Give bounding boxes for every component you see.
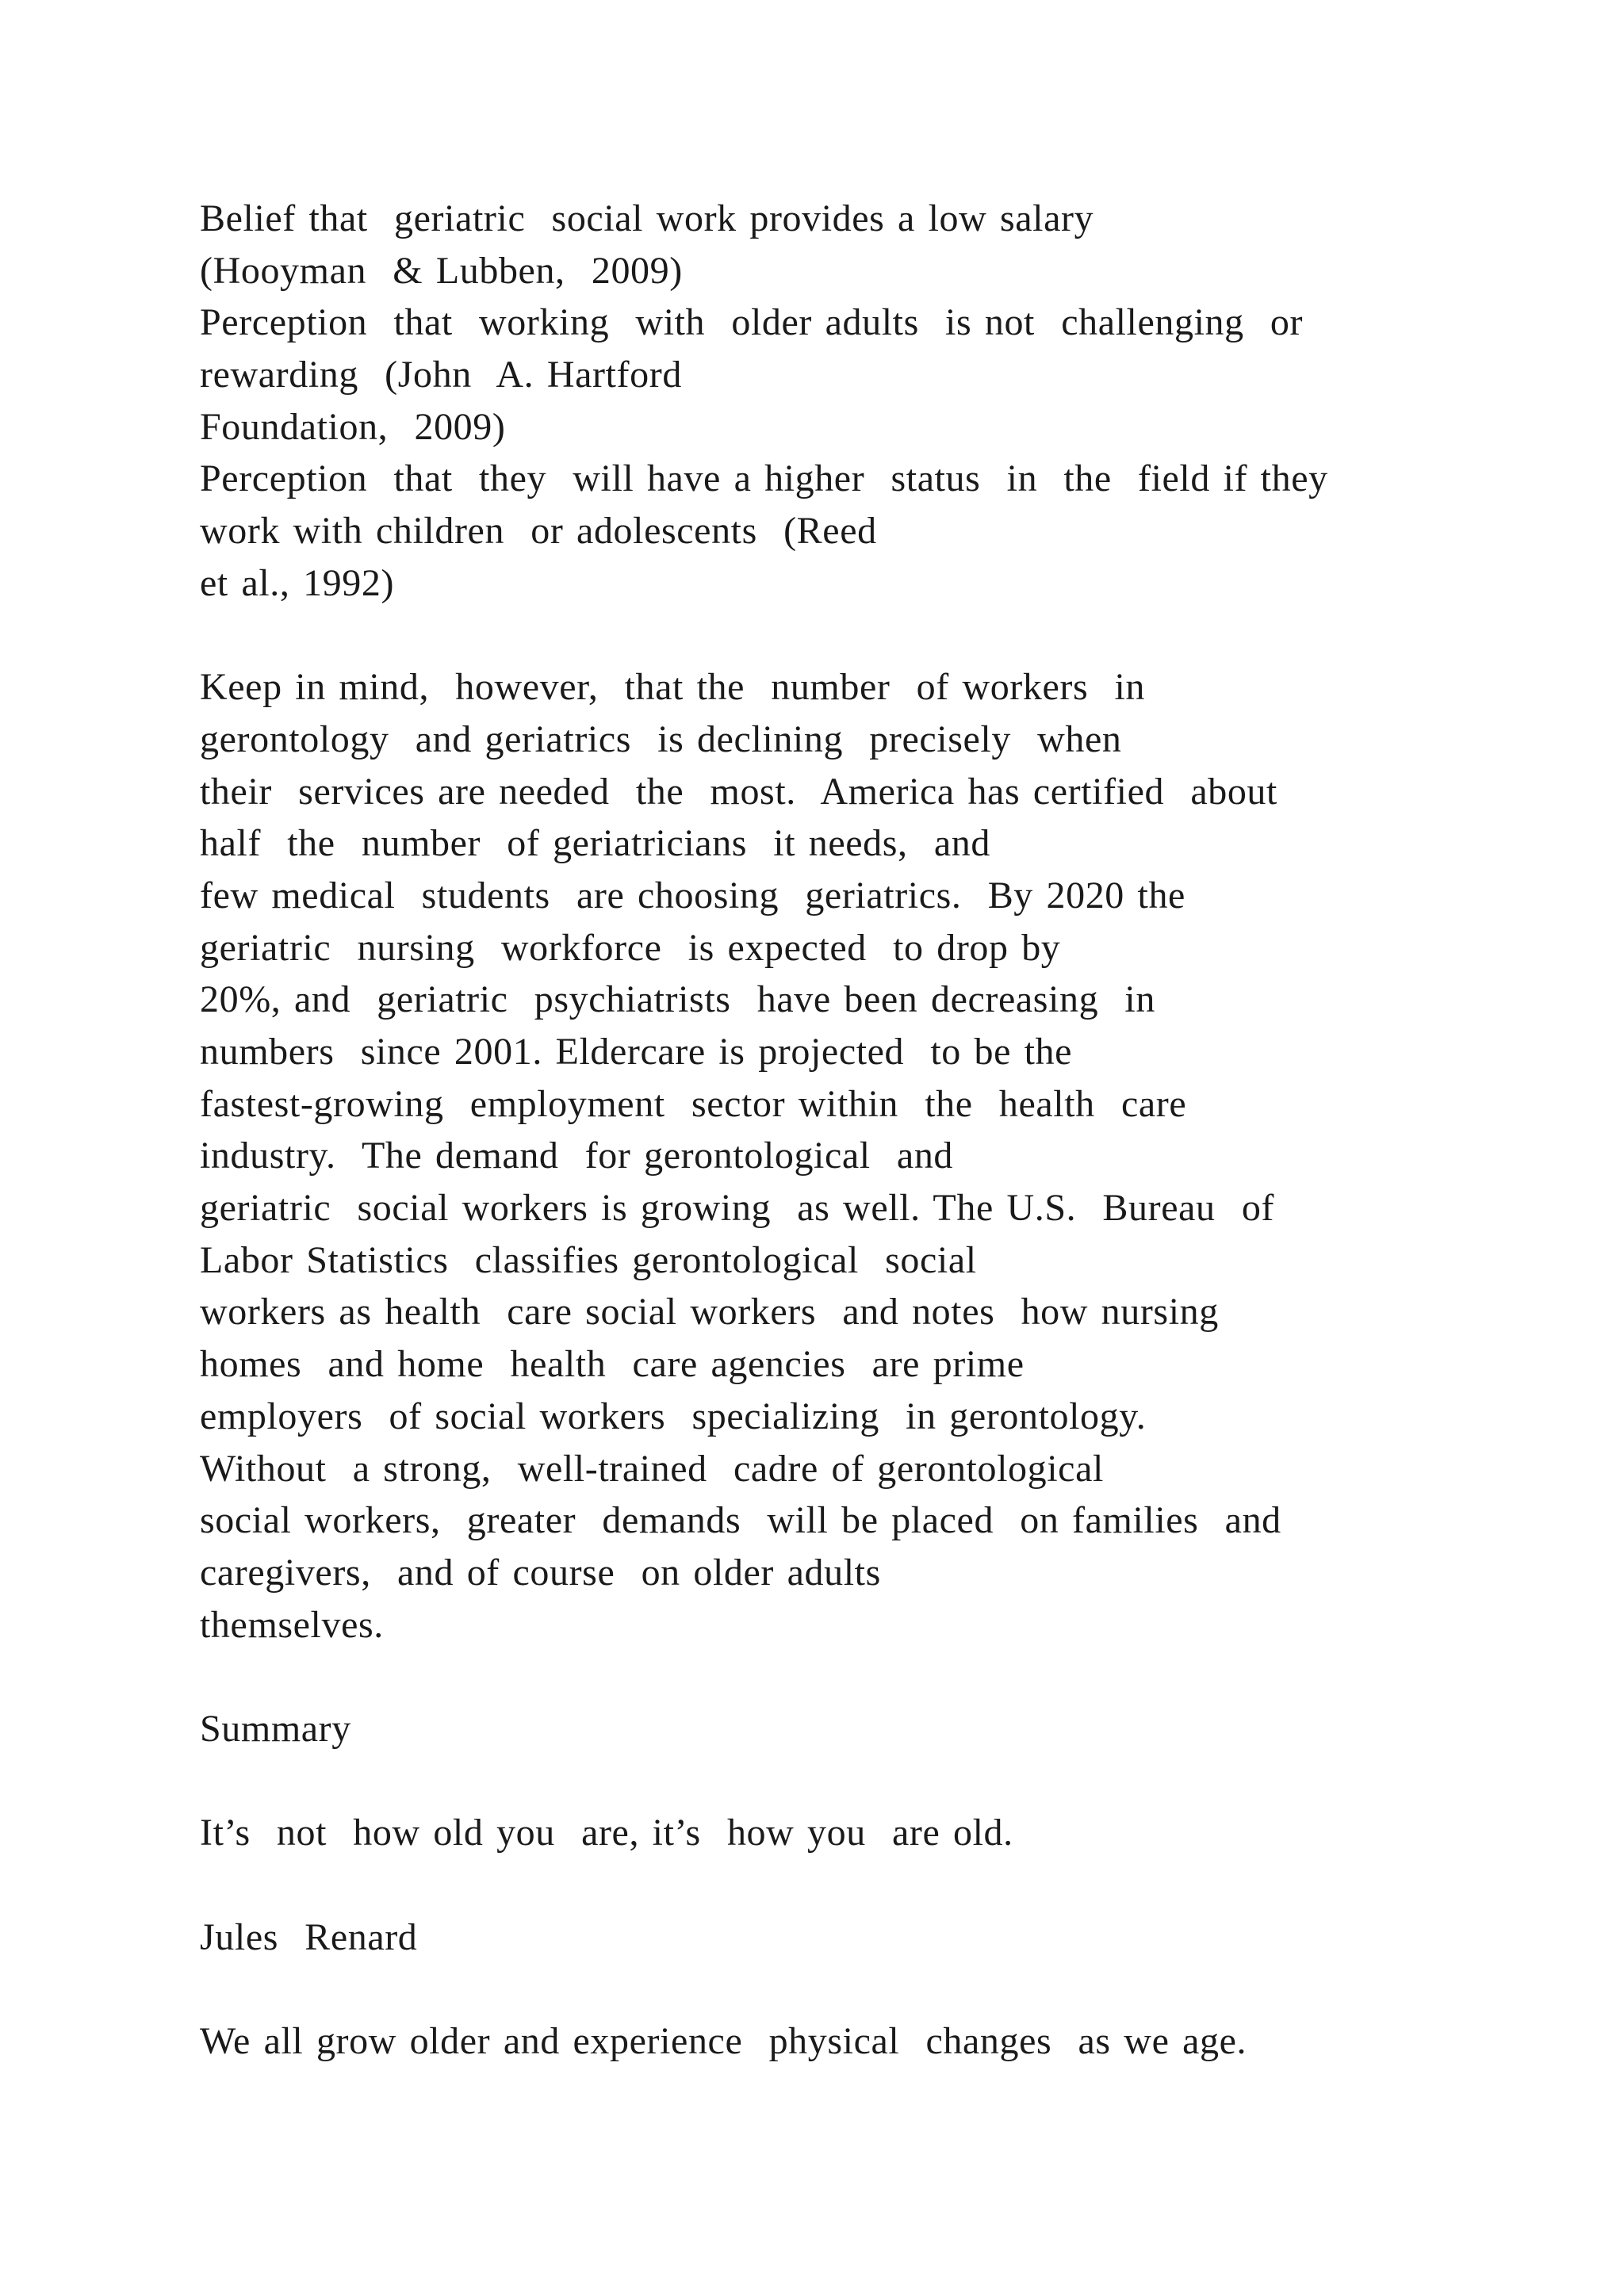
quote-text: It’s not how old you are, it’s how you are old. (200, 1812, 1013, 1854)
text-line: Without a strong, well-trained cadre of gerontological (200, 1447, 1104, 1490)
text-line: Perception that working with older adults is not challenging or (200, 301, 1304, 344)
text-line: rewarding (John A. Hartford (200, 354, 682, 396)
text-line: Foundation, 2009) (200, 405, 506, 448)
text-line: work with children or adolescents (Reed (200, 510, 877, 553)
text-line: geriatric nursing workforce is expected to drop by (200, 926, 1061, 969)
text-line: fastest-growing employment sector within the health care (200, 1082, 1187, 1125)
blank-line (200, 1651, 1564, 1703)
text-line: et al., 1992) (200, 561, 395, 604)
text-line: We all grow older and experience physical changes as we age. (200, 2020, 1247, 2063)
text-line: themselves. (200, 1603, 384, 1646)
text-line: Keep in mind, however, that the number of workers in (200, 666, 1145, 709)
section-heading-summary: Summary (200, 1707, 351, 1750)
text-line: (Hooyman & Lubben, 2009) (200, 249, 683, 292)
blank-line (200, 1755, 1564, 1808)
blank-line (200, 1859, 1564, 1911)
text-line: Belief that geriatric social work provides a low salary (200, 197, 1094, 239)
text-line: homes and home health care agencies are prime (200, 1343, 1025, 1386)
blank-line (200, 610, 1564, 662)
document-text (200, 193, 1564, 2068)
text-line: Labor Statistics classifies gerontological social (200, 1238, 977, 1281)
text-line: few medical students are choosing geriatrics. By 2020 the (200, 874, 1185, 916)
text-line: gerontology and geriatrics is declining precisely when (200, 718, 1122, 760)
text-line: their services are needed the most. America has certified about (200, 770, 1277, 813)
blank-line (200, 1963, 1564, 2015)
text-line: social workers, greater demands will be placed on families and (200, 1499, 1281, 1542)
text-line: industry. The demand for gerontological and (200, 1135, 954, 1177)
text-line: employers of social workers specializing in gerontology. (200, 1395, 1147, 1437)
text-line: numbers since 2001. Eldercare is projected to be the (200, 1031, 1073, 1073)
text-line: half the number of geriatricians it needs, and (200, 822, 990, 865)
text-line: workers as health care social workers and notes how nursing (200, 1291, 1219, 1334)
text-line: geriatric social workers is growing as well. The U.S. Bureau of (200, 1187, 1275, 1230)
text-line: Perception that they will have a higher status in the field if they (200, 457, 1328, 500)
text-line: caregivers, and of course on older adults (200, 1551, 881, 1594)
text-line: 20%, and geriatric psychiatrists have been decreasing in (200, 978, 1155, 1021)
quote-author: Jules Renard (200, 1915, 418, 1958)
